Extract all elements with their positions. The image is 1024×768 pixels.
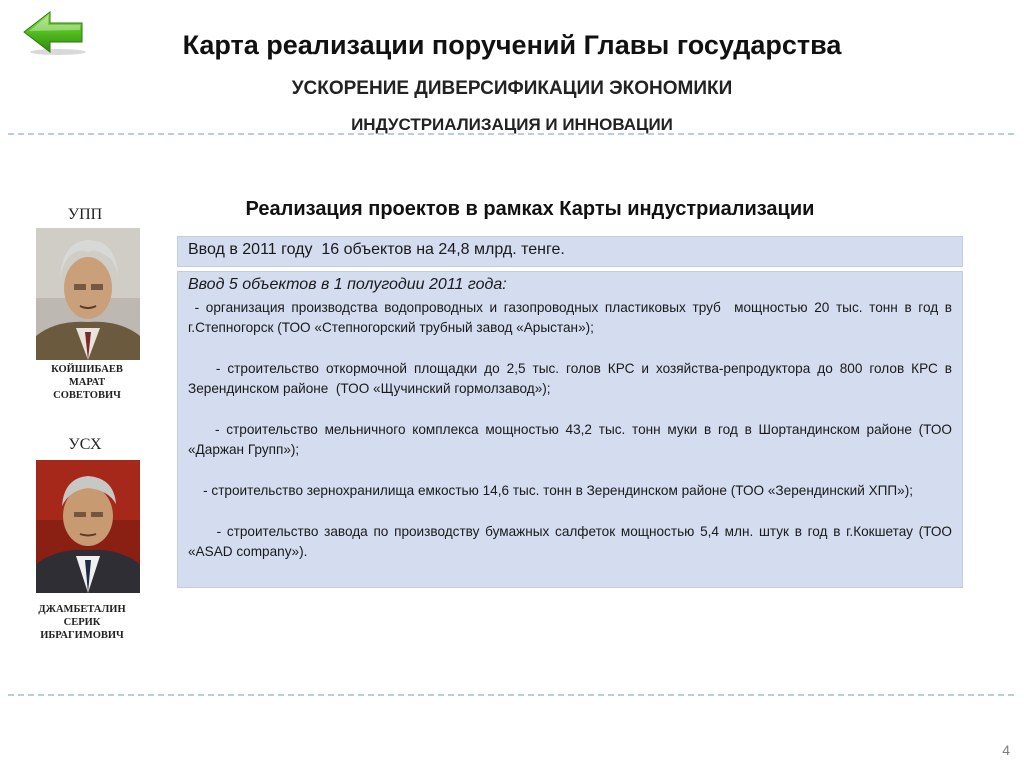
summary-text: Ввод в 2011 году 16 объектов на 24,8 млрд. тенге. <box>188 241 565 258</box>
page-subtitle: УСКОРЕНИЕ ДИВЕРСИФИКАЦИИ ЭКОНОМИКИ <box>291 78 733 99</box>
person-role-usx: УСХ <box>68 436 102 453</box>
person-photo-koishibaev <box>36 228 140 360</box>
section-title: Реализация проектов в рамках Карты индустриализации <box>245 198 815 220</box>
list-item: - строительство откормочной площадки до 2,5 тыс. голов КРС и хозяйства-репродуктора до 800 голов КРС в Зерендинском районе (ТОО «Щучинский гормолзавод»); <box>188 361 956 396</box>
list-item: - строительство мельничного комплекса мощностью 43,2 тыс. тонн муки в год в Шортандинском районе (ТОО «Даржан Групп»); <box>188 422 956 457</box>
list-item: - строительство зернохранилища емкостью 14,6 тыс. тонн в Зерендинском районе (ТОО «Зерендинский ХПП»); <box>188 483 914 498</box>
person-role-upp: УПП <box>67 206 103 223</box>
person-name-line: СОВЕТОВИЧ <box>53 390 121 401</box>
person-name-line: КОЙШИБАЕВ <box>51 364 123 375</box>
page-title: Карта реализации поручений Главы государства <box>182 30 842 60</box>
person-name-line: МАРАТ <box>68 377 106 388</box>
page-subsubtitle: ИНДУСТРИАЛИЗАЦИЯ И ИННОВАЦИИ <box>351 115 673 134</box>
person-name-dzhambetalin <box>22 603 142 642</box>
person-name-koishibaev <box>27 363 147 402</box>
person-name-line: ДЖАМБЕТАЛИН <box>38 604 126 615</box>
person-name-line: ИБРАГИМОВИЧ <box>40 630 124 641</box>
page-number: 4 <box>1002 742 1010 758</box>
list-item: - строительство завода по производству бумажных салфеток мощностью 5,4 млн. штук в год в г.Кокшетау (ТОО «ASAD company»). <box>188 524 956 559</box>
top-divider <box>8 133 1014 135</box>
bottom-divider <box>8 694 1014 696</box>
person-photo-dzhambetalin <box>36 460 140 593</box>
summary-box <box>177 236 963 267</box>
person-name-line: СЕРИК <box>63 617 101 628</box>
details-box <box>177 271 963 588</box>
list-item: - организация производства водопроводных и газопроводных пластиковых труб мощностью 20 тыс. тонн в год в г.Степногорск (ТОО «Степногорский трубный завод «Арыстан»); <box>188 300 960 335</box>
details-heading: Ввод 5 объектов в 1 полугодии 2011 года: <box>188 276 507 293</box>
